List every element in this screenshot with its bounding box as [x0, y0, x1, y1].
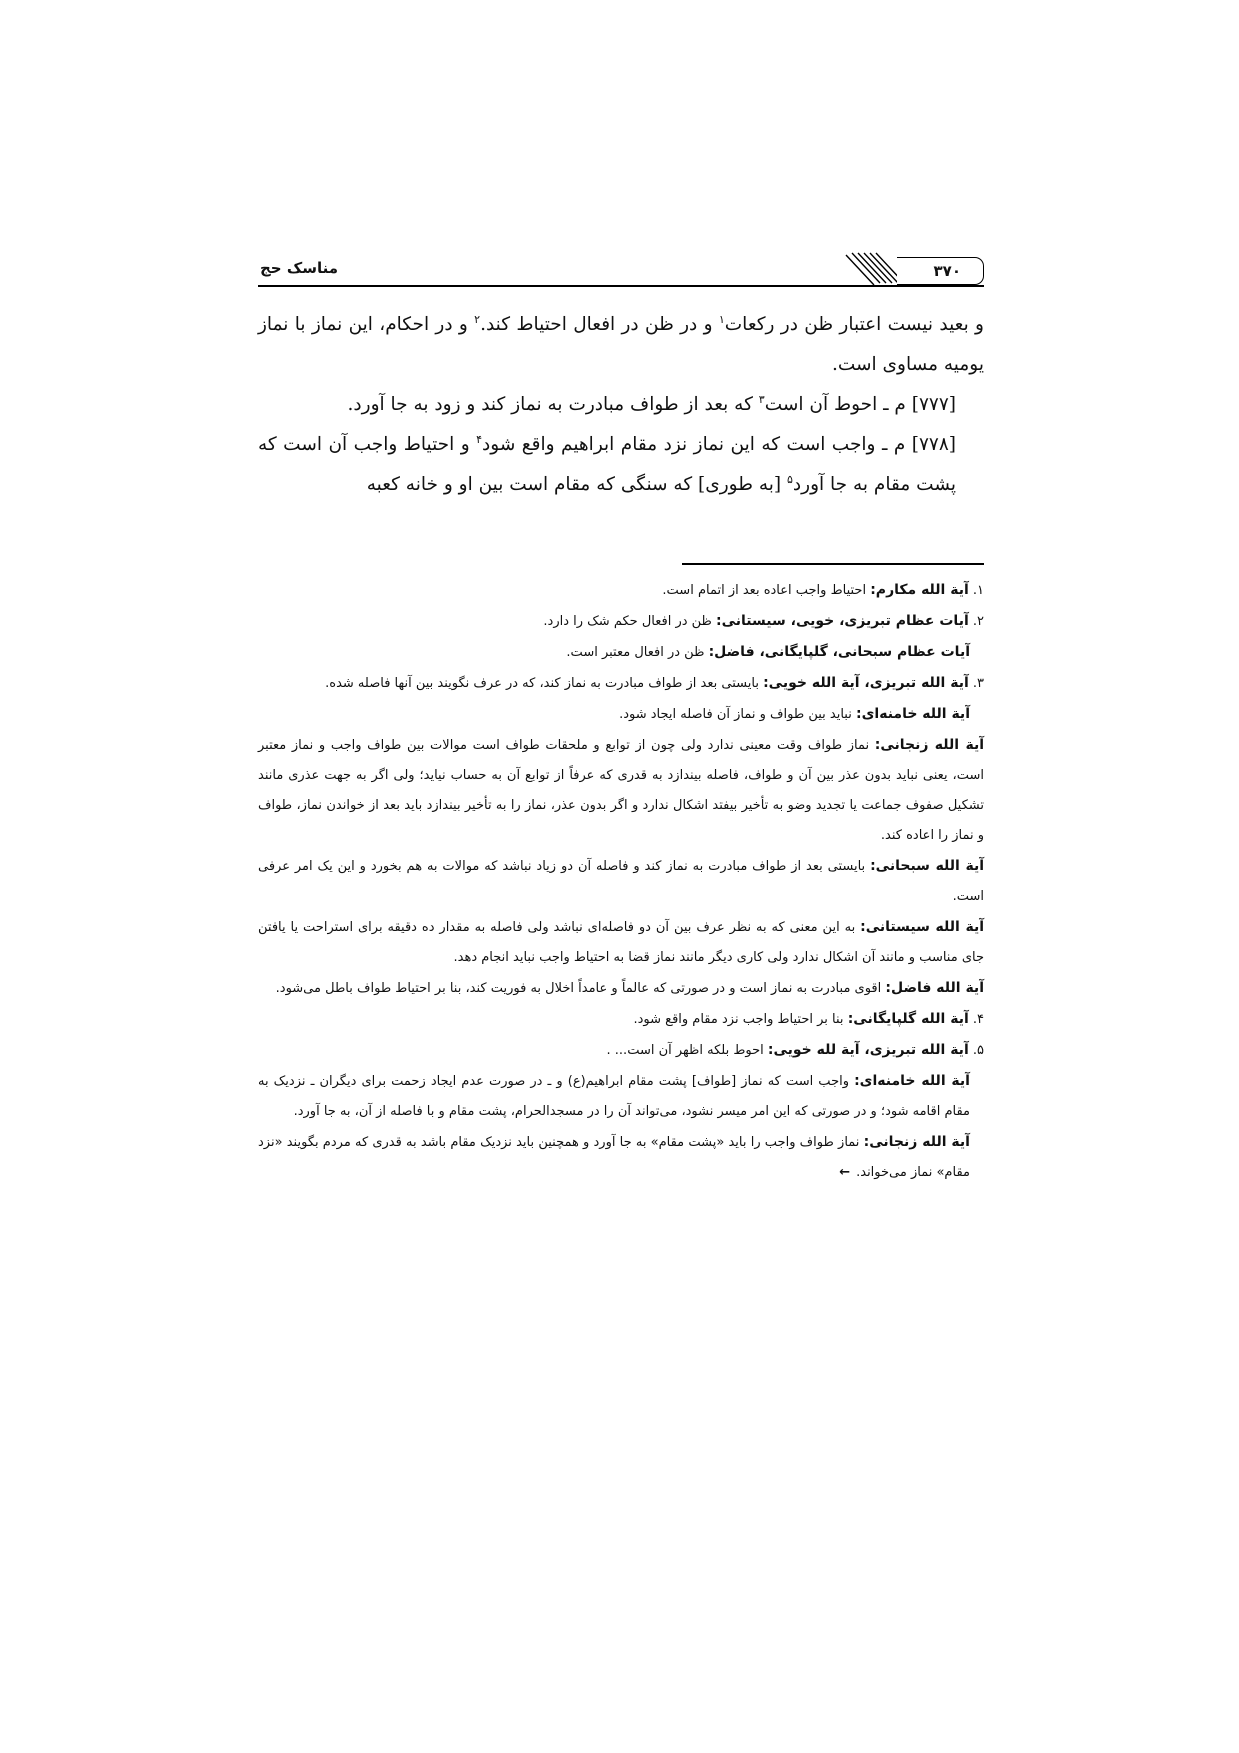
text-run: [۷۷۸] م ـ واجب است که این نماز نزد مقام ابراهیم واقع شود — [482, 434, 956, 455]
footnote-author: آیة الله گلپایگانی: — [847, 1011, 969, 1027]
footnote-number: ۲. — [968, 614, 984, 629]
continued-arrow-icon: ← — [839, 1165, 851, 1180]
text-run: و احتیاط واجب آن است که پشت مقام به جا آورد — [258, 434, 956, 495]
footnote-author: آیة الله مکارم: — [870, 582, 969, 598]
footnote-author: آیة الله تبریزی، آیة الله خویی: — [763, 675, 969, 691]
footnote-text: ظن در افعال حکم شک را دارد. — [543, 614, 717, 629]
paragraph-778 — [258, 425, 984, 505]
footnote-text: واجب است که نماز [طواف] پشت مقام ابراهیم(ع) و ـ در صورت عدم ایجاد زحمت برای دیگران ـ نزدیک به مقام اقامه شود؛ و در صورتی که این امر میسر نشود، می‌تواند آن را در مسجدالحرام، پشت مقام و با فاصله از آن، به جا آورد. — [258, 1074, 970, 1119]
footnote-ref[interactable]: ۲ — [474, 312, 481, 326]
footnote-text: نماز طواف وقت معینی ندارد ولی چون از توابع و ملحقات طواف است موالات بین طواف واجب و نماز معتبر است، یعنی نباید بدون عذر بین آن و طواف، فاصله بیندازد به قدری که عرفاً از توابع آن به حساب نیاید؛ ولی اگر به جهت عذری مانند تشکیل صفوف جماعت یا تجدید وضو به تأخیر بیفتد اشکال ندارد و اگر بدون عذر، نماز را به تأخیر بیندازد باید بعد از خواندن نماز، طواف و نماز را اعاده کند. — [258, 738, 984, 843]
paragraph-777 — [258, 385, 984, 425]
footnote-text: بایستی بعد از طواف مبادرت به نماز کند، که در عرف نگویند بین آنها فاصله شده. — [325, 676, 764, 691]
footnote-author: آیة الله زنجانی: — [863, 1134, 970, 1150]
footnote — [258, 1127, 984, 1188]
text-run: و در ظن در افعال احتیاط کند. — [480, 314, 719, 335]
footnote-author: آیة الله زنجانی: — [874, 737, 984, 753]
text-run: [به طوری] که سنگی که مقام است بین او و خانه کعبه — [366, 474, 787, 495]
text-run: و بعید نیست اعتبار ظن در رکعات — [724, 314, 984, 335]
footnote-text: ظن در افعال معتبر است. — [566, 645, 709, 660]
footnote-text: نماز طواف واجب را باید «پشت مقام» به جا آورد و همچنین باید نزدیک مقام باشد به قدری که مردم بگویند «نزد مقام» نماز می‌خواند. — [258, 1135, 970, 1180]
footnote — [258, 1066, 984, 1127]
text-run: که بعد از طواف مبادرت به نماز کند و زود به جا آورد. — [347, 394, 759, 415]
footnote — [258, 575, 984, 606]
footnote — [258, 1035, 984, 1066]
page-number: ۳۷۰ — [933, 262, 961, 280]
footnote-ref[interactable]: ۵ — [786, 472, 793, 486]
footnotes — [258, 575, 984, 1188]
main-text — [258, 305, 984, 505]
running-title: مناسک حج — [260, 259, 338, 277]
footnote-author: آیة الله تبریزی، آیة لله خویی: — [767, 1042, 969, 1058]
footnote-author: آیة الله خامنه‌ای: — [854, 1073, 970, 1089]
footnote — [258, 851, 984, 912]
footnote-text: نباید بین طواف و نماز آن فاصله ایجاد شود. — [619, 707, 856, 722]
footnote-text: بنا بر احتیاط واجب نزد مقام واقع شود. — [633, 1012, 848, 1027]
text-run: [۷۷۷] م ـ احوط آن است — [764, 394, 956, 415]
footnote — [258, 973, 984, 1004]
text-run: و در احکام، این نماز با نماز یومیه مساوی است. — [258, 314, 984, 375]
footnote-number: ۱. — [968, 583, 984, 598]
footnote — [258, 637, 984, 668]
footnote-text: احوط بلکه اظهر آن است... . — [606, 1043, 768, 1058]
paragraph — [258, 305, 984, 385]
footnote-author: آیات عظام تبریزی، خویی، سیستانی: — [716, 613, 969, 629]
footnote-text: بایستی بعد از طواف مبادرت به نماز کند و فاصله آن دو زیاد نباشد که موالات به هم بخورد و این یک امر عرفی است. — [258, 859, 984, 904]
footnote — [258, 699, 984, 730]
footnote — [258, 912, 984, 973]
footnote-author: آیة الله سبحانی: — [870, 858, 985, 874]
footnote-number: ۵. — [968, 1043, 984, 1058]
footnote-text: اقوی مبادرت به نماز است و در صورتی که عالماً و عامداً اخلال به فوریت کند، بنا بر احتیاط طواف باطل می‌شود. — [275, 981, 886, 996]
footnote — [258, 668, 984, 699]
footnote-ref[interactable]: ۱ — [718, 312, 725, 326]
footnote-author: آیة الله سیستانی: — [860, 919, 985, 935]
page-number-tab — [897, 257, 984, 285]
footnote-author: آیات عظام سبحانی، گلپایگانی، فاضل: — [708, 644, 970, 660]
page-header — [258, 255, 984, 287]
footnote-text: احتیاط واجب اعاده بعد از اتمام است. — [662, 583, 871, 598]
footnote-text: به این معنی که به نظر عرف بین آن دو فاصله‌ای نباشد ولی فاصله به مقدار ده دقیقه برای استراحت یا یافتن جای مناسب و مانند آن اشکال ندارد ولی کاری دیگر مانند نماز قضا به احتیاط واجب نباید انجام دهد. — [258, 920, 984, 965]
footnote — [258, 730, 984, 851]
footnote-separator — [682, 563, 984, 565]
footnote-ref[interactable]: ۴ — [476, 432, 483, 446]
footnote-author: آیة الله فاضل: — [885, 980, 984, 996]
footnote-number: ۳. — [968, 676, 984, 691]
footnote — [258, 1004, 984, 1035]
footnote-ref[interactable]: ۳ — [758, 392, 765, 406]
footnote-author: آیة الله خامنه‌ای: — [855, 706, 970, 722]
footnote-number: ۴. — [968, 1012, 984, 1027]
footnote — [258, 606, 984, 637]
